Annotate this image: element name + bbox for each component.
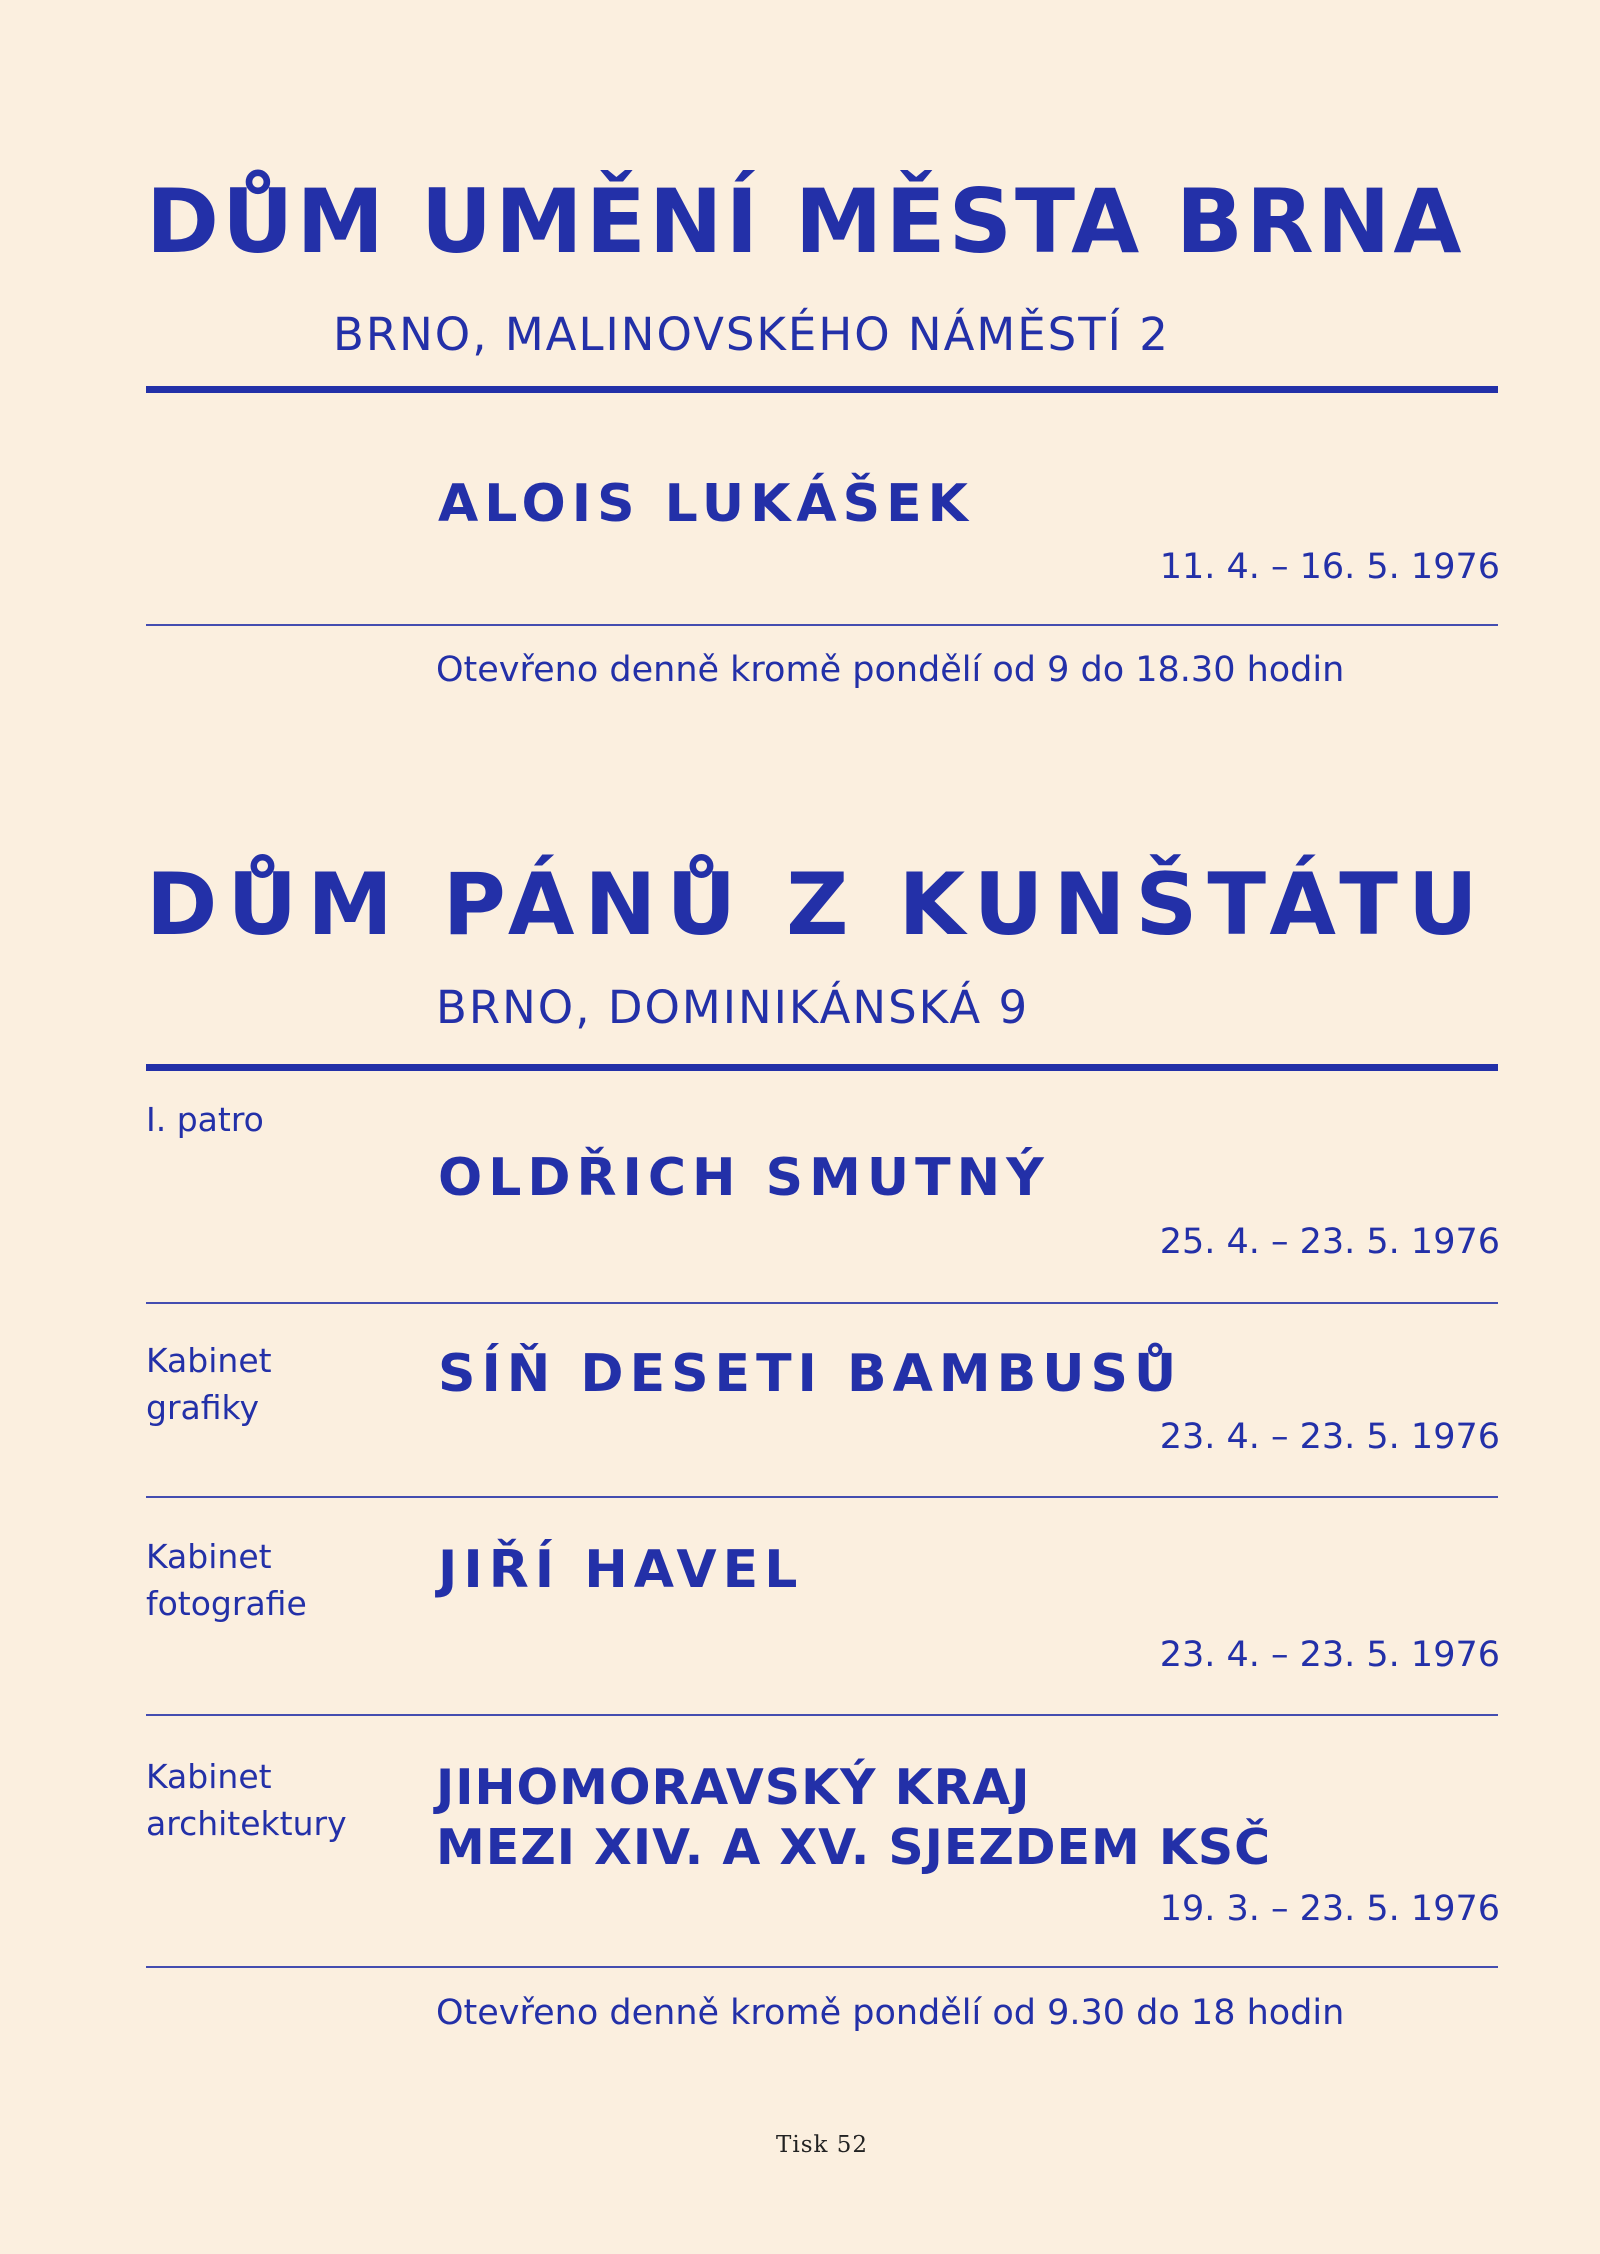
divider-thick [146, 1064, 1498, 1071]
venue-title-dum-panu: DŮM PÁNŮ Z KUNŠTÁTU [146, 855, 1488, 955]
divider-thin [146, 1966, 1498, 1968]
exhibition-location: I. patro [146, 1100, 264, 1139]
exhibition-artist: SÍŇ DESETI BAMBUSŮ [438, 1344, 1183, 1404]
exhibition-artist: MEZI XIV. A XV. SJEZDEM KSČ [436, 1819, 1272, 1876]
opening-hours: Otevřeno denně kromě pondělí od 9.30 do 18 hodin [436, 1993, 1345, 2033]
exhibition-artist: OLDŘICH SMUTNÝ [438, 1148, 1050, 1208]
venue-address-2: BRNO, DOMINIKÁNSKÁ 9 [436, 981, 1030, 1034]
exhibition-location: Kabinet grafiky [146, 1341, 272, 1427]
exhibition-dates: 23. 4. – 23. 5. 1976 [1159, 1635, 1500, 1675]
exhibition-artist: JIŘÍ HAVEL [438, 1540, 804, 1600]
printer-mark: Tisk 52 [776, 2132, 869, 2158]
exhibition-dates: 11. 4. – 16. 5. 1976 [1159, 547, 1500, 587]
exhibition-artist: ALOIS LUKÁŠEK [438, 474, 974, 534]
exhibition-dates: 23. 4. – 23. 5. 1976 [1159, 1417, 1500, 1457]
divider-thin [146, 1302, 1498, 1304]
venue-title-dum-umeni: DŮM UMĚNÍ MĚSTA BRNA [146, 170, 1465, 273]
opening-hours: Otevřeno denně kromě pondělí od 9 do 18.30 hodin [436, 650, 1345, 690]
divider-thick [146, 386, 1498, 393]
exhibition-location: Kabinet architektury [146, 1757, 347, 1843]
exhibition-dates: 19. 3. – 23. 5. 1976 [1159, 1889, 1500, 1929]
venue-address-1: BRNO, MALINOVSKÉHO NÁMĚSTÍ 2 [333, 308, 1170, 361]
exhibition-artist: JIHOMORAVSKÝ KRAJ [436, 1759, 1031, 1816]
divider-thin [146, 1714, 1498, 1716]
exhibition-location: Kabinet fotografie [146, 1537, 307, 1623]
divider-thin [146, 624, 1498, 626]
divider-thin [146, 1496, 1498, 1498]
exhibition-dates: 25. 4. – 23. 5. 1976 [1159, 1222, 1500, 1262]
